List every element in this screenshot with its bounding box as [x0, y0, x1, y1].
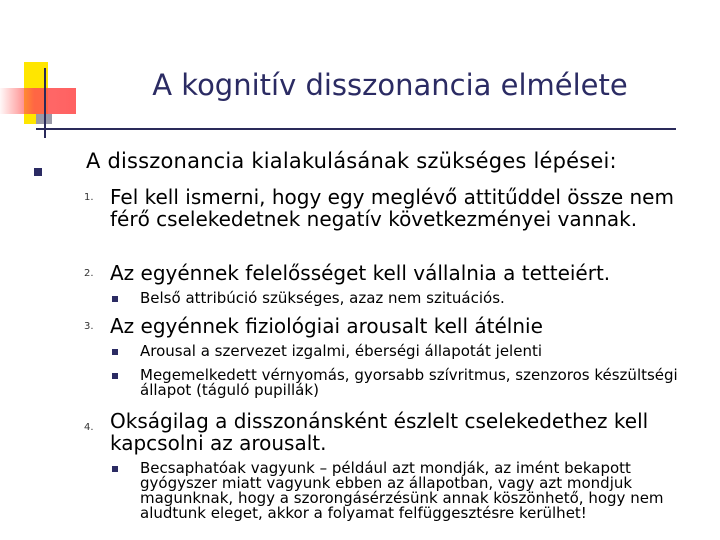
square-bullet-icon [112, 466, 118, 472]
step-number: 3. [84, 321, 94, 332]
main-bullet-text: A disszonancia kialakulásának szükséges lépései: [86, 149, 617, 173]
step-text: Okságilag a disszonánsként észlelt cselekedethez kell kapcsolni az arousalt. [110, 409, 649, 455]
title-underline [36, 128, 676, 130]
step-number: 2. [84, 268, 94, 279]
sub-bullet-text: Becsaphatóak vagyunk – például azt mondják, az imént bekapott gyógyszer miatt vagyunk ebben az állapotban, vagy azt mondjuk magunknak, hogy a szorongásérzésünk annak köszönhető, hogy nem aludtunk eleget, akkor a folyamat felfüggesztésre kerülhet! [140, 459, 664, 522]
square-bullet-icon [112, 349, 118, 355]
sub-bullet-text: Belső attribúció szükséges, azaz nem szituációs. [140, 289, 505, 307]
step-number: 4. [84, 422, 94, 433]
sub-bullet-text: Megemelkedett vérnyomás, gyorsabb szívritmus, szenzoros készültségi állapot (táguló pupillák) [140, 366, 678, 399]
step-text: Az egyénnek felelősséget kell vállalnia a tetteiért. [110, 261, 611, 285]
step-text: Az egyénnek fiziológiai arousalt kell átélnie [110, 314, 543, 338]
square-bullet-icon [112, 296, 118, 302]
step-number: 1. [84, 192, 94, 203]
sub-bullet-text: Arousal a szervezet izgalmi, éberségi állapotát jelenti [140, 342, 542, 360]
step-text: Fel kell ismerni, hogy egy meglévő attitűddel össze nem férő cselekedetnek negatív következményei vannak. [110, 185, 674, 231]
slide-title: A kognitív disszonancia elmélete [152, 68, 628, 102]
square-bullet-icon [34, 168, 42, 176]
square-bullet-icon [112, 373, 118, 379]
